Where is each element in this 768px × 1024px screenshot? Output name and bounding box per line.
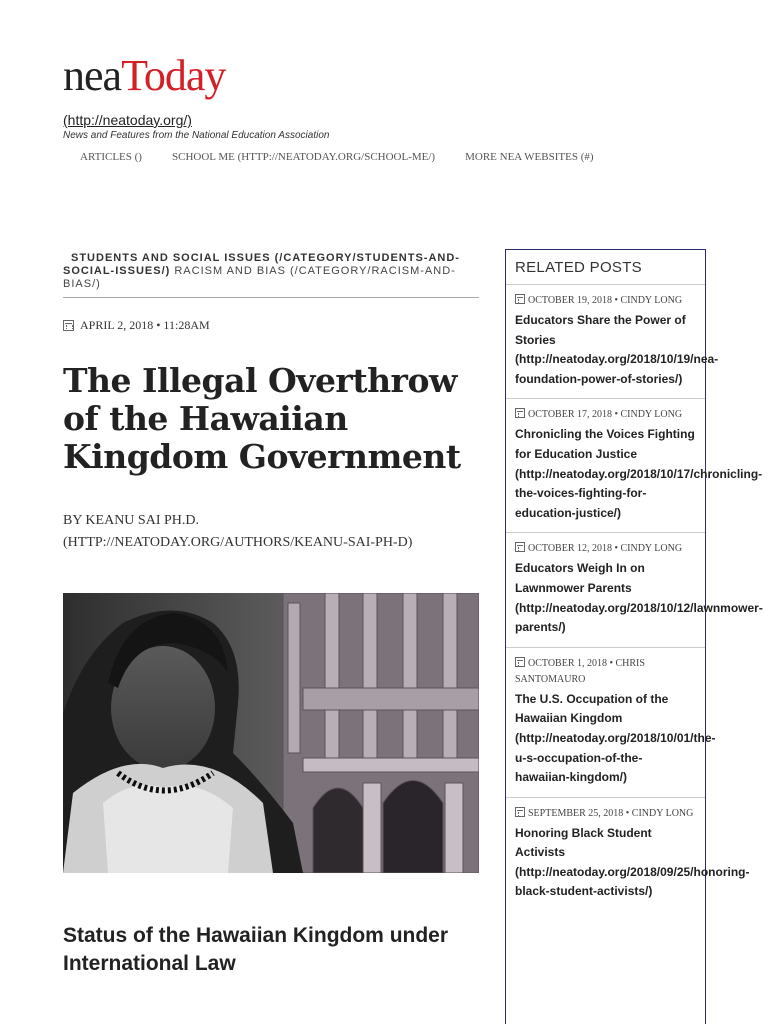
calendar-icon <box>63 320 74 331</box>
related-post-link[interactable]: Educators Weigh In on Lawnmower Parents (http://neatoday.org/2018/10/12/lawnmower-parents/) <box>515 561 763 635</box>
site-url-link[interactable]: (http://neatoday.org/) <box>63 112 192 128</box>
article-date-text: APRIL 2, 2018 • 11:28AM <box>80 318 210 332</box>
calendar-icon <box>515 542 525 552</box>
site-url[interactable] <box>63 112 192 128</box>
main-nav <box>80 151 594 163</box>
article-categories <box>63 252 478 291</box>
related-posts-sidebar <box>505 249 763 1024</box>
logo-today: Today <box>121 51 226 100</box>
related-post-meta-text: OCTOBER 17, 2018 • CINDY LONG <box>528 409 683 421</box>
related-post-link[interactable]: Educators Share the Power of Stories (http://neatoday.org/2018/10/19/nea-foundation-power-of-stories/) <box>515 313 719 386</box>
logo-nea: nea <box>63 51 122 100</box>
related-post-meta-text: OCTOBER 1, 2018 • CHRIS SANTOMAURO <box>515 657 645 685</box>
article-title: The Illegal Overthrow of the Hawaiian Kingdom Government <box>63 361 461 476</box>
site-logo[interactable] <box>63 51 226 100</box>
related-post <box>506 284 719 398</box>
related-post <box>506 398 763 532</box>
related-post <box>506 797 750 911</box>
related-post-meta <box>515 541 696 557</box>
article-byline[interactable]: BY KEANU SAI PH.D. (HTTP://NEATODAY.ORG/AUTHORS/KEANU-SAI-PH-D) <box>63 513 413 550</box>
related-post-link[interactable]: Chronicling the Voices Fighting for Education Justice (http://neatoday.org/2018/10/17/chronicling-the-voices-fighting-for-education-justice/) <box>515 427 763 520</box>
calendar-icon <box>515 294 525 304</box>
related-post-meta <box>515 656 696 688</box>
tagline: News and Features from the National Education Association <box>63 130 330 141</box>
related-post <box>506 532 763 646</box>
related-post-meta-text: OCTOBER 12, 2018 • CINDY LONG <box>528 543 683 555</box>
nav-more-nea-websites[interactable]: MORE NEA WEBSITES (#) <box>465 151 594 163</box>
category-students-social-issues[interactable]: STUDENTS AND SOCIAL ISSUES (/CATEGORY/STUDENTS-AND-SOCIAL-ISSUES/) <box>63 252 460 277</box>
calendar-icon <box>515 657 525 667</box>
category-racism-bias[interactable]: RACISM AND BIAS (/CATEGORY/RACISM-AND-BIAS/) <box>63 265 456 290</box>
article-subheading: Status of the Hawaiian Kingdom under International Law <box>63 924 449 975</box>
category-divider <box>63 297 479 298</box>
related-post-link[interactable]: The U.S. Occupation of the Hawaiian Kingdom (http://neatoday.org/2018/10/01/the-u-s-occupation-of-the-hawaiian-kingdom/) <box>515 691 716 785</box>
related-posts-heading: RELATED POSTS <box>515 259 642 276</box>
article-date <box>63 318 210 333</box>
article-hero-image <box>63 593 479 873</box>
related-post-meta <box>515 293 696 309</box>
related-post-link[interactable]: Honoring Black Student Activists (http://neatoday.org/2018/09/25/honoring-black-student-activists/) <box>515 825 750 899</box>
related-post-meta-text: OCTOBER 19, 2018 • CINDY LONG <box>528 295 683 306</box>
related-post-meta <box>515 407 696 423</box>
related-post-meta-text: SEPTEMBER 25, 2018 • CINDY LONG <box>528 807 694 819</box>
calendar-icon <box>515 807 525 817</box>
nav-articles[interactable]: ARTICLES () <box>80 151 142 163</box>
related-post-meta <box>515 806 696 822</box>
nav-school-me[interactable]: SCHOOL ME (HTTP://NEATODAY.ORG/SCHOOL-ME/) <box>171 151 436 163</box>
related-post <box>506 647 716 797</box>
hero-photo <box>63 593 479 873</box>
calendar-icon <box>515 408 525 418</box>
